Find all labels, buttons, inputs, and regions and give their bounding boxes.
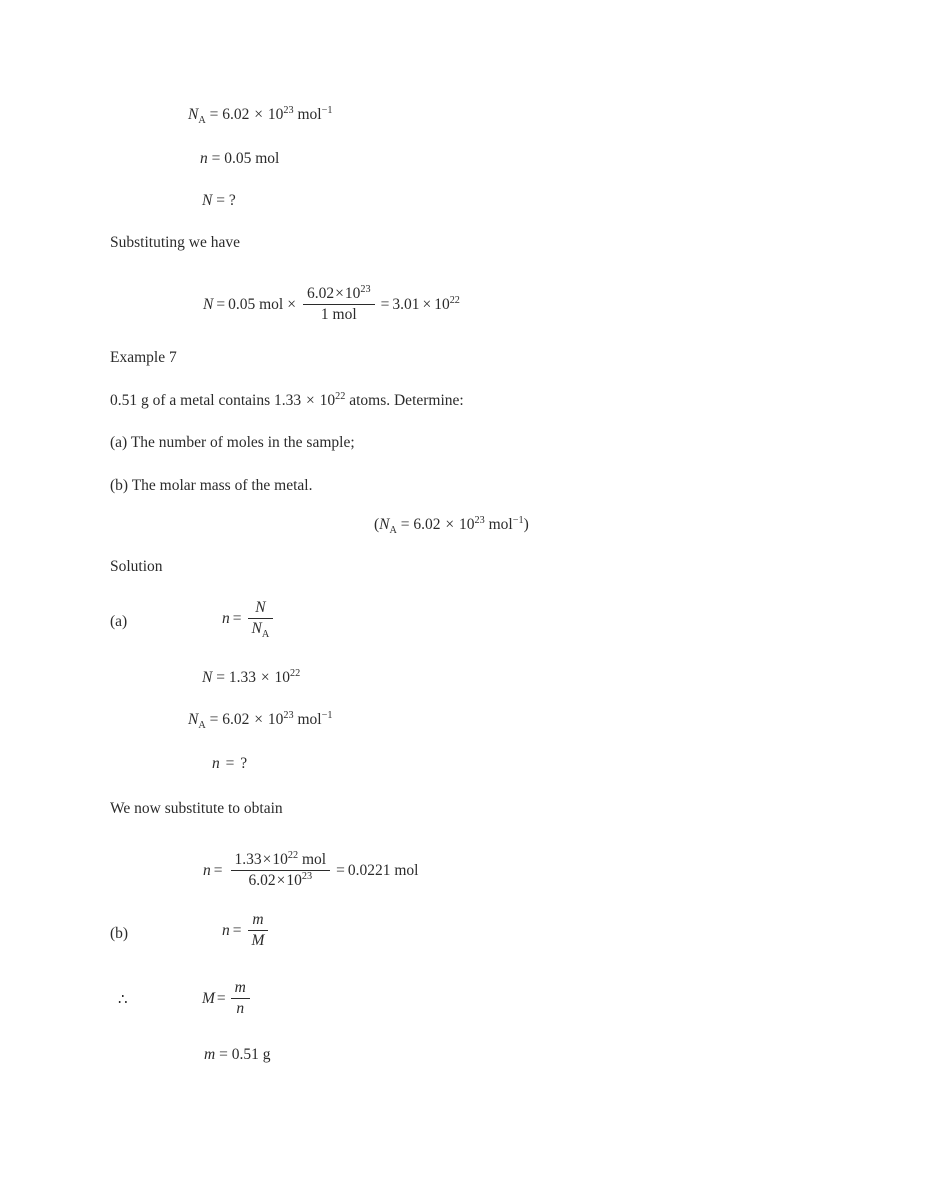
equals-sign: =	[216, 296, 226, 314]
power-of-ten: $10^{23}$	[267, 709, 294, 728]
unknown-marker: ?	[228, 192, 236, 209]
fraction-numerator: N	[248, 599, 274, 619]
m-over-M-fraction	[248, 911, 269, 950]
equals-sign: =	[209, 711, 219, 728]
equals-sign: =	[232, 922, 242, 940]
avogadro-mantissa: 6.02	[222, 106, 250, 123]
formula-M-equals-m-over-n	[202, 980, 253, 1019]
unknown-n-line	[212, 755, 247, 773]
multiplication-sign: ×	[260, 669, 270, 686]
N-power: $10^{22}$	[274, 667, 301, 686]
avogadro-constant-note	[374, 514, 529, 537]
avogadro-symbol: $N_A$	[379, 516, 397, 537]
N-symbol: N	[202, 669, 213, 686]
equals-sign: =	[336, 862, 345, 880]
equals-sign: =	[219, 1046, 228, 1063]
multiplication-sign: ×	[287, 296, 296, 314]
solution-heading: Solution	[110, 558, 163, 575]
fraction-denominator: M	[251, 932, 265, 950]
N-symbol: N	[203, 296, 214, 314]
paren-close: )	[523, 516, 529, 533]
given-mass-line	[204, 1046, 270, 1064]
problem-statement	[110, 392, 464, 410]
problem-tail: atoms. Determine:	[345, 392, 464, 409]
fraction-numerator: m	[231, 979, 250, 999]
multiplication-sign: ×	[306, 392, 315, 409]
mass-value: 0.51 g	[231, 1046, 271, 1063]
n-symbol: n	[212, 755, 220, 772]
n-result: 0.0221 mol	[347, 862, 419, 880]
mol-unit: mol$^{-1}$	[297, 104, 333, 123]
result-power: $10^{22}$	[434, 295, 460, 314]
given-avogadro-line	[188, 104, 333, 127]
fraction-numerator: m	[248, 911, 269, 931]
avogadro-symbol: $N_A$	[188, 106, 206, 127]
n-value: 0.05 mol	[224, 150, 280, 167]
substitute-text: We now substitute to obtain	[110, 800, 283, 817]
conversion-fraction	[303, 285, 375, 324]
part-b-text: The molar mass of the metal.	[131, 477, 313, 494]
part-b-label: (b)	[110, 477, 129, 494]
part-a-text: The number of moles in the sample;	[130, 434, 355, 451]
given-N-value-line	[202, 669, 300, 687]
paren-open: (	[374, 516, 380, 533]
atoms-power: $10^{22}$	[319, 390, 346, 409]
equals-sign: =	[216, 192, 225, 209]
equals-sign: =	[380, 296, 390, 314]
n-calculation-fraction	[231, 851, 331, 890]
given-moles-line	[200, 150, 279, 168]
multiplication-sign: ×	[254, 711, 263, 728]
unknown-marker: ?	[240, 755, 248, 772]
equals-sign: =	[213, 862, 223, 880]
fraction-numerator: $6.02\times 10^{23}$	[303, 285, 375, 305]
multiplication-sign: ×	[422, 296, 432, 314]
fraction-numerator: $1.33\times 10^{22}$ mol	[231, 851, 331, 871]
power-of-ten: $10^{23}$	[267, 104, 294, 123]
unknown-N-line	[202, 192, 236, 210]
m-over-n-fraction	[231, 979, 250, 1018]
formula-n-equals-m-over-M	[222, 912, 271, 951]
result-mantissa: 3.01	[392, 296, 420, 314]
power-of-ten: $10^{23}$	[459, 514, 485, 533]
solution-part-b-label: (b)	[110, 925, 129, 942]
n-formula-fraction	[248, 599, 274, 641]
formula-n-equals-N-over-NA	[222, 600, 276, 639]
avogadro-symbol: $N_A$	[188, 711, 206, 732]
n-symbol: n	[222, 922, 230, 940]
n-symbol: n	[203, 862, 211, 880]
coefficient: 0.05 mol	[228, 296, 284, 314]
fraction-denominator: $6.02\times 10^{23}$	[248, 870, 313, 890]
multiplication-sign: ×	[254, 106, 263, 123]
equals-sign: =	[211, 150, 221, 167]
avogadro-mantissa: 6.02	[413, 516, 441, 533]
question-part-b	[110, 477, 312, 495]
given-avogadro-line-2	[188, 709, 333, 732]
M-symbol: M	[202, 990, 215, 1008]
equals-sign: =	[216, 669, 225, 686]
multiplication-sign: ×	[445, 516, 455, 533]
equals-sign: =	[209, 106, 219, 123]
mol-unit: mol$^{-1}$	[488, 514, 524, 533]
solution-part-a-label: (a)	[110, 613, 128, 630]
N-symbol: N	[202, 192, 213, 209]
fraction-denominator: $N_A$	[251, 620, 270, 641]
equals-sign: =	[225, 755, 235, 772]
equals-sign: =	[232, 610, 242, 628]
equals-sign: =	[400, 516, 410, 533]
therefore-symbol: ∴	[118, 992, 128, 1008]
equation-n-calculation	[203, 852, 418, 891]
n-symbol: n	[222, 610, 230, 628]
fraction-denominator: n	[236, 1000, 245, 1018]
mol-unit: mol$^{-1}$	[297, 709, 333, 728]
substituting-text: Substituting we have	[110, 234, 241, 251]
part-a-label: (a)	[110, 434, 128, 451]
question-part-a	[110, 434, 355, 452]
m-symbol: m	[204, 1046, 216, 1063]
problem-mass-and-lead: 0.51 g of a metal contains 1.33	[110, 392, 305, 409]
equation-N-calculation	[203, 286, 460, 325]
avogadro-mantissa: 6.02	[222, 711, 250, 728]
fraction-denominator: 1 mol	[320, 306, 357, 324]
equals-sign: =	[216, 990, 226, 1008]
example-heading: Example 7	[110, 349, 177, 366]
n-symbol: n	[200, 150, 208, 167]
N-mantissa: 1.33	[228, 669, 256, 686]
